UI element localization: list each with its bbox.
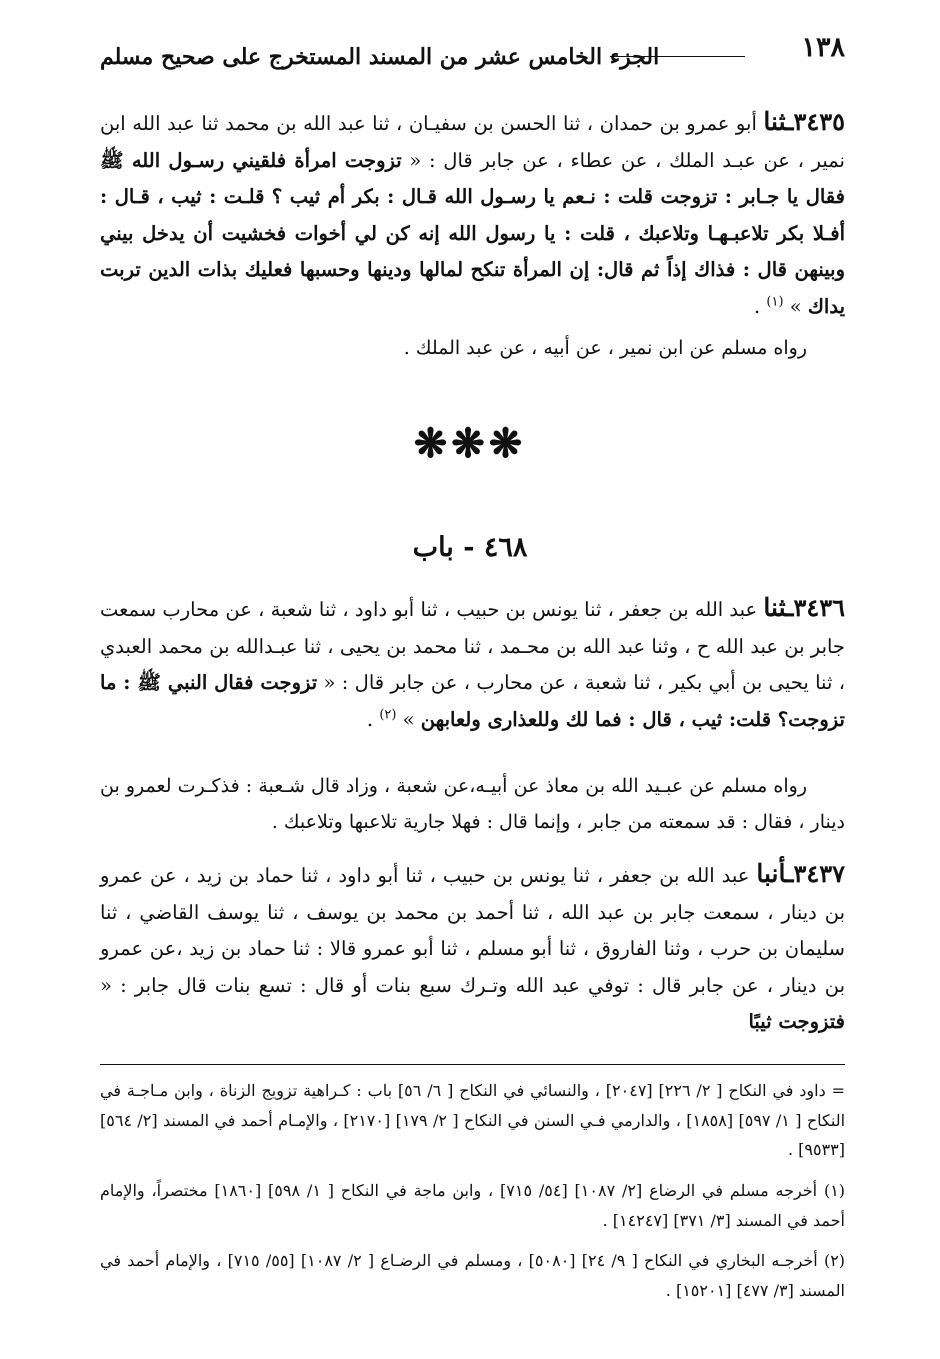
matn-close: » <box>396 707 421 731</box>
isnad-text: أبو عمرو بن حمدان ، ثنا الحسن بن سفيـان ، ثنا عبد الله بن محمد ثنا عبد الله ابن نمير ، عن عبـد الملك ، عن عطاء ، عن جابر قال : « <box>100 112 845 172</box>
footnote-2: (٢) أخرجـه البخاري في النكاح [ ٩/ ٢٤] [٥٠٨٠] ، ومسلم في الرضـاع [ ٢/ ١٠٨٧] [٥٥/ ٧١٥] ، والإمام أحمد في المسند [٣/ ٤٧٧] [١٥٢٠١] . <box>100 1251 846 1300</box>
riwaya-3436: رواه مسلم عن عبـيد الله بن معاذ عن أبيـه،عن شعبة ، وزاد قال شـعبة : فذكـرت لعمرو بن دينار ، فقال : قد سمعته من جابر ، وإنما قال : فهلا جارية تلاعبها وتلاعبك . <box>100 775 845 833</box>
hadith-end: . <box>366 707 380 731</box>
hadith-3435 <box>100 104 845 326</box>
hadith-number: ٣٤٣٧ <box>793 859 845 888</box>
footnote-ref-1: (١) <box>766 294 784 310</box>
hadith-3436 <box>100 590 845 738</box>
isnad-text: عبد الله بن جعفر ، ثنا يونس بن حبيب ، ثنا أبو داود ، ثنا حماد بن زيد ، عن عمرو بن دينار ، سمعت جابر بن عبد الله ، ثنا أحمد بن محمد بن يوسف ، ثنا يوسف القاضي ، ثنا سليمان بن حرب ، وثنا الفاروق ، ثنا أبو مسلم ، ثنا أبو عمرو قالا : ثنا حماد بن زيد ،عن عمرو بن دينار ، عن جابر قال : توفي عبد الله وتـرك سبع بنات أو قال : تسع بنات قال جابر : « <box>100 864 845 997</box>
chapter-title: ٤٦٨ - باب <box>412 532 528 563</box>
footnote-1: (١) أخرجه مسلم في الرضاع [٢/ ١٠٨٧] [٥٤/ ٧١٥] ، وابن ماجة في النكاح [ ١/ ٥٩٨] [١٨٦٠] مختصراً، والإمام أحمد في المسند [٣/ ٣٧١] [١٤٢٤٧] . <box>100 1181 846 1230</box>
narration-marker: ـثنا <box>763 593 794 622</box>
hadith-end: . <box>753 294 767 318</box>
matn-close: » <box>783 294 808 318</box>
matn-text: تزوجت فقال النبي ﷺ : ما تزوجت؟ قلت: ثيب ، قال : فما لك وللعذارى ولعابهن <box>100 671 845 731</box>
footnote-divider <box>100 1064 845 1065</box>
matn-text: فتزوجت ثيبًا <box>748 1010 845 1034</box>
running-title: الجزء الخامس عشر من المسند المستخرج على صحيح مسلم <box>100 44 660 70</box>
hadith-number: ٣٤٣٥ <box>793 107 845 136</box>
footnote-ref-2: (٢) <box>379 707 397 723</box>
riwaya-3435: رواه مسلم عن ابن نمير ، عن أبيه ، عن عبد الملك . <box>403 337 807 359</box>
hadith-number: ٣٤٣٦ <box>793 593 845 622</box>
narration-marker: ـثنا <box>763 107 794 136</box>
matn-text: تزوجت امرأة فلقيني رسـول الله ﷺ فقال يا جـابر : تزوجت قلت : نـعم يا رسـول الله قـال : بكر أم ثيب ؟ قلـت : ثيب ، قـال : أفـلا بكر تلاعبـهـا وتلاعبك ، قلت : يا رسول الله إنه كن لي أخوات فخشيت أن يدخل بيني وبينهن قال : فذاك إذاً ثم قال: إن المرأة تنكح لمالها ودينها وحسبها فعليك بذات الدين تربت يداك <box>100 148 845 318</box>
hadith-3437 <box>100 856 845 1041</box>
isnad-text: عبد الله بن جعفر ، ثنا يونس بن حبيب ، ثنا أبو داود ، ثنا شعبة ، عن محارب سمعت جابر بن عبد الله ح ، وثنا عبد الله بن محـمد ، ثنا محمد بن يحيى ، ثنا عبـدالله بن محمد العبدي ، ثنا يحيى بن أبي بكير ، ثنا شعبة ، عن محارب ، عن جابر قال : « <box>100 598 845 695</box>
page-number: ١٣٨ <box>801 32 845 63</box>
footnote-continuation: = داود في النكاح [ ٢/ ٢٢٦] [٢٠٤٧] ، والنسائي في النكاح [ ٦/ ٥٦] باب : كـراهية تزويج الزناة ، وابن مـاجـة في النكاح [ ١/ ٥٩٧] [١٨٥٨] ، والدارمي فـي السنن في النكاح [ ٢/ ١٧٩] [٢١٧٠] ، والإمـام أحمد في المسند [٢/ ٥٦٤] [٩٥٣٣] . <box>100 1081 846 1159</box>
narration-marker: ـأنبا <box>756 859 794 888</box>
section-separator-stars: ❋❋❋ <box>413 420 527 467</box>
page-header <box>100 32 845 78</box>
